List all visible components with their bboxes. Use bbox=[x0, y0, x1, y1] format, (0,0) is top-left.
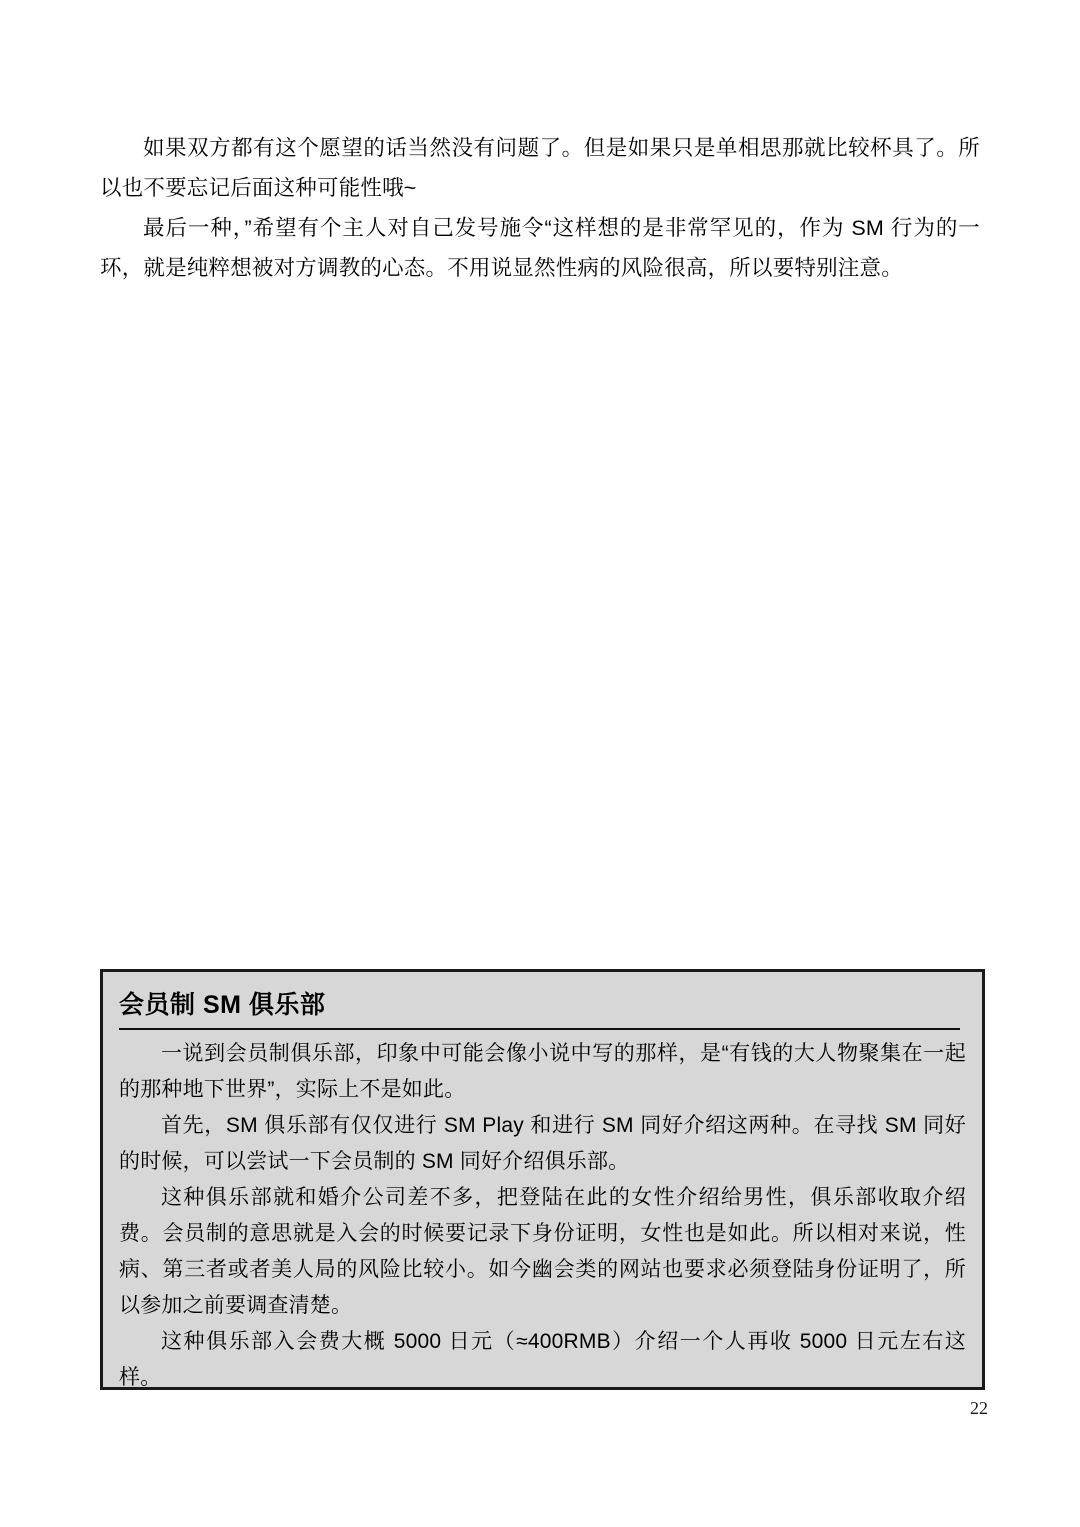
callout-title: 会员制 SM 俱乐部 bbox=[119, 991, 326, 1019]
paragraph: 一说到会员制俱乐部，印象中可能会像小说中写的那样，是“有钱的大人物聚集在一起的那种地下世界”，实际上不是如此。 bbox=[119, 1042, 966, 1101]
paragraph: 首先，SM 俱乐部有仅仅进行 SM Play 和进行 SM 同好介绍这两种。在寻找 SM 同好的时候，可以尝试一下会员制的 SM 同好介绍俱乐部。 bbox=[119, 1114, 966, 1173]
paragraph: 最后一种，”希望有个主人对自己发号施令“这样想的是非常罕见的，作为 SM 行为的一环，就是纯粹想被对方调教的心态。不用说显然性病的风险很高，所以要特别注意。 bbox=[100, 216, 980, 280]
callout-body bbox=[117, 1036, 968, 1396]
paragraph: 这种俱乐部就和婚介公司差不多，把登陆在此的女性介绍给男性，俱乐部收取介绍费。会员制的意思就是入会的时候要记录下身份证明，女性也是如此。所以相对来说，性病、第三者或者美人局的风险比较小。如今幽会类的网站也要求必须登陆身份证明了，所以参加之前要调查清楚。 bbox=[119, 1186, 966, 1317]
callout-box bbox=[100, 969, 985, 1390]
callout-divider bbox=[119, 1028, 960, 1030]
page-number: 22 bbox=[970, 1398, 988, 1418]
paragraph: 这种俱乐部入会费大概 5000 日元（≈400RMB）介绍一个人再收 5000 日元左右这样。 bbox=[119, 1330, 966, 1389]
top-body-text bbox=[100, 128, 980, 288]
paragraph: 如果双方都有这个愿望的话当然没有问题了。但是如果只是单相思那就比较杯具了。所以也不要忘记后面这种可能性哦~ bbox=[100, 136, 980, 200]
